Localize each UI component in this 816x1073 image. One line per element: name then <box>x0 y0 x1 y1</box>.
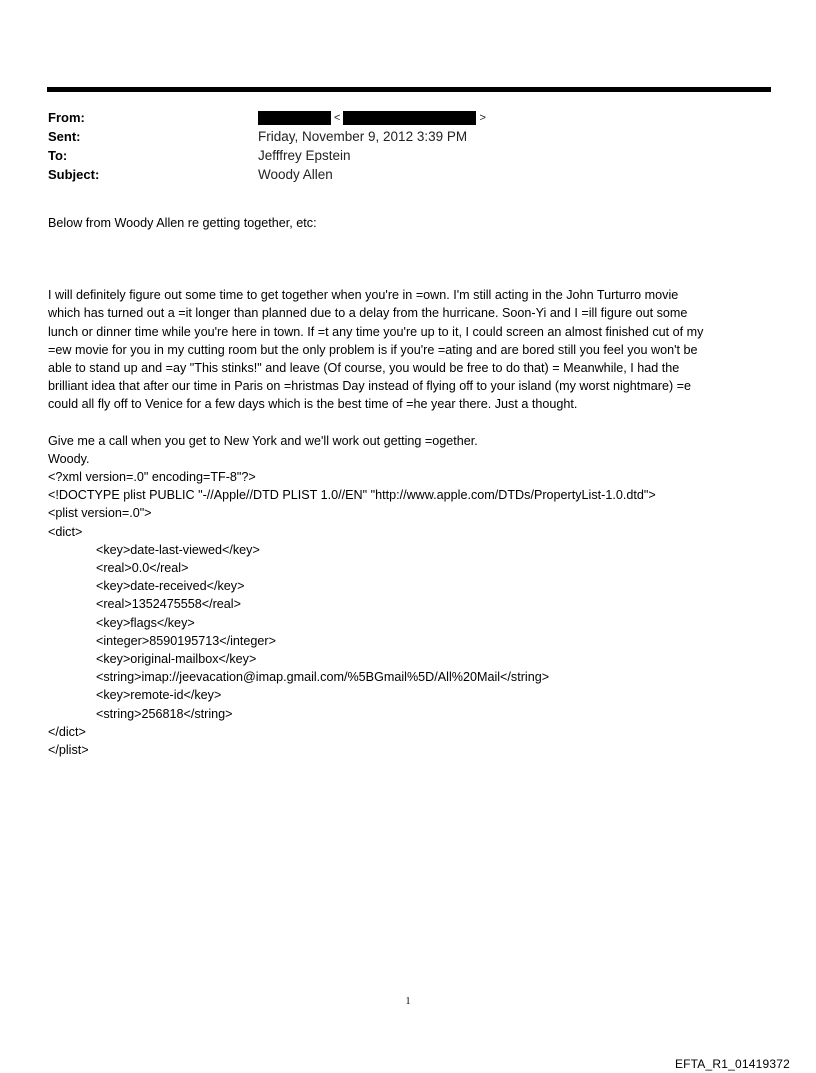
email-body <box>48 214 773 759</box>
dict-open-line: <dict> <box>48 524 83 539</box>
to-row <box>48 146 768 165</box>
signature-line: Woody. <box>48 451 90 466</box>
dict-entry-line: <string>imap://jeevacation@imap.gmail.com/%5BGmail%5D/All%20Mail</string> <box>96 670 550 685</box>
dict-close-line: </dict> <box>48 724 86 739</box>
from-close-bracket: > <box>479 111 486 124</box>
email-header <box>48 108 768 184</box>
sent-label: Sent: <box>48 129 81 144</box>
subject-label: Subject: <box>48 167 100 182</box>
dict-entry-line: <key>date-received</key> <box>96 579 245 594</box>
subject-value: Woody Allen <box>258 167 333 182</box>
letter-line: which has turned out a =it longer than planned due to a delay from the hurricane. Soon-Yi and I =ill figure out some <box>48 306 688 321</box>
redacted-sender-email <box>343 111 476 125</box>
letter-line: I will definitely figure out some time to get together when you're in =own. I'm still acting in the John Turturro movie <box>48 288 679 303</box>
letter-line: lunch or dinner time while you're here in town. If =t any time you're up to it, I could screen an almost finished cut of my <box>48 324 704 339</box>
closing-and-plist <box>48 432 773 760</box>
dict-entry-line: <real>0.0</real> <box>96 561 189 576</box>
xml-declaration-line: <?xml version=.0" encoding=TF-8"?> <box>48 470 256 485</box>
letter-line: able to stand up and =ay "This stinks!" and leave (Of course, you would be free to do that) = Meanwhile, I had the <box>48 361 680 376</box>
redacted-sender-name <box>258 111 331 125</box>
from-row <box>48 108 768 127</box>
dict-entry-line: <key>original-mailbox</key> <box>96 652 257 667</box>
from-value <box>258 111 489 125</box>
bates-number: EFTA_R1_01419372 <box>674 1057 790 1071</box>
dict-entry-line: <key>date-last-viewed</key> <box>96 542 260 557</box>
header-rule <box>47 87 771 92</box>
to-value: Jefffrey Epstein <box>258 148 351 163</box>
from-open-bracket: < <box>334 111 341 124</box>
sent-row <box>48 127 768 146</box>
letter-line: brilliant idea that after our time in Paris on =hristmas Day instead of flying off to your island (my worst nightmare) =e <box>48 379 692 394</box>
subject-row <box>48 165 768 184</box>
sent-value: Friday, November 9, 2012 3:39 PM <box>258 129 468 144</box>
page-number: 1 <box>405 996 411 1007</box>
letter-line: could all fly off to Venice for a few days which is the best time of =he year there. Just a thought. <box>48 397 578 412</box>
dict-entry-line: <key>flags</key> <box>96 615 195 630</box>
letter-paragraph <box>48 286 773 413</box>
dict-entry-line: <string>256818</string> <box>96 706 233 721</box>
from-label: From: <box>48 110 85 125</box>
dict-entry-line: <real>1352475558</real> <box>96 597 241 612</box>
closing-line: Give me a call when you get to New York and we'll work out getting =ogether. <box>48 433 478 448</box>
dict-entry-line: <integer>8590195713</integer> <box>96 633 276 648</box>
letter-line: =ew movie for you in my cutting room but the only problem is if you're =ating and are bored still you feel you won't be <box>48 342 698 357</box>
doctype-line: <!DOCTYPE plist PUBLIC "-//Apple//DTD PLIST 1.0//EN" "http://www.apple.com/DTDs/PropertyList-1.0.dtd"> <box>48 488 656 503</box>
dict-entry-line: <key>remote-id</key> <box>96 688 222 703</box>
plist-close-line: </plist> <box>48 743 89 758</box>
plist-open-line: <plist version=.0"> <box>48 506 152 521</box>
to-label: To: <box>48 148 68 163</box>
intro-line: Below from Woody Allen re getting together, etc: <box>48 216 317 230</box>
